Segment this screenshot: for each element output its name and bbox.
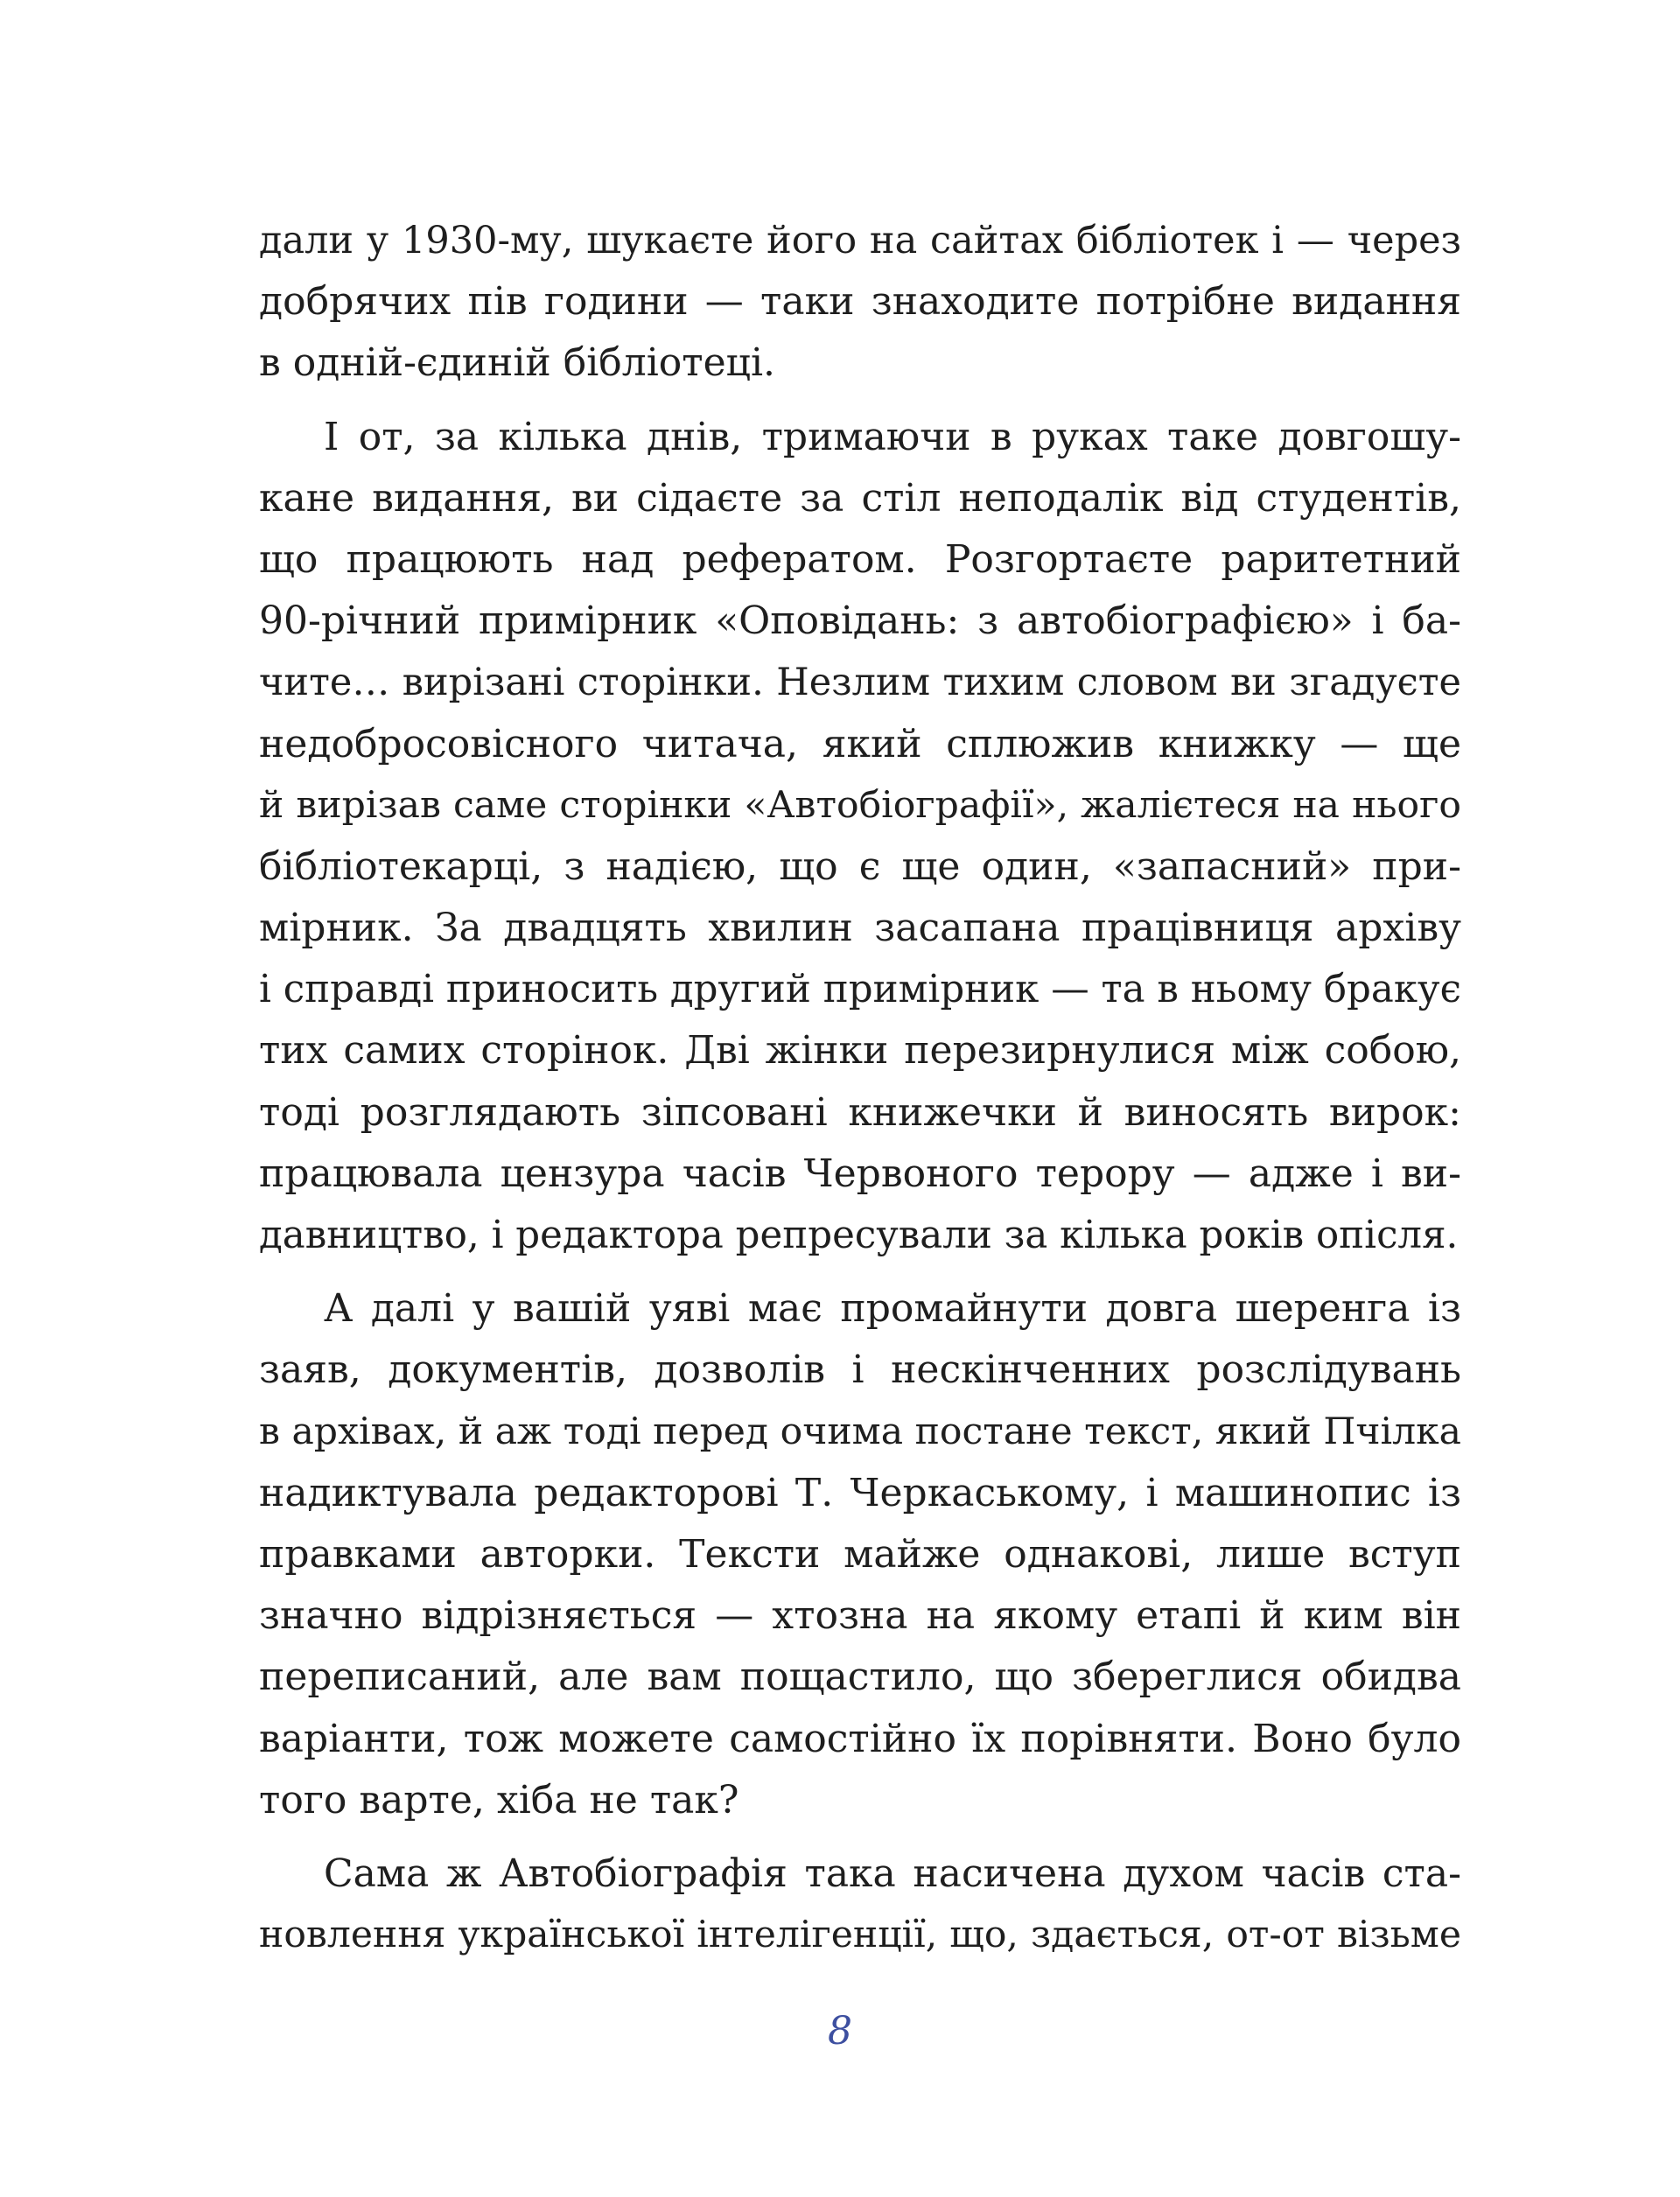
text-line: А далі у вашій уяві має промайнути довга шеренга із <box>324 1286 1461 1332</box>
text-line: варіанти, тож можете самостійно їх порівняти. Воно було <box>259 1716 1461 1761</box>
text-line: переписаний, але вам пощастило, що збереглися обидва <box>259 1655 1461 1700</box>
text-line: чите… вирізані сторінки. Незлим тихим словом ви згадуєте <box>259 661 1461 705</box>
text-line: в архівах, й аж тоді перед очима постане текст, який Пчілка <box>259 1410 1461 1453</box>
text-line: правками авторки. Тексти майже однакові, лише вступ <box>259 1531 1461 1577</box>
text-line: й вирізав саме сторінки «Автобіографії», жалієтеся на нього <box>259 783 1461 827</box>
text-line: 90-річний примірник «Оповідань: з автобіографією» і ба- <box>259 598 1461 644</box>
text-line: дали у 1930-му, шукаєте його на сайтах бібліотек і — через <box>259 219 1461 262</box>
text-line: заяв, документів, дозволів і нескінченних розслідувань <box>259 1347 1461 1393</box>
text-line: новлення української інтелігенції, що, здається, от-от візьме <box>259 1914 1461 1957</box>
text-line: працювала цензура часів Червоного терору — адже і ви- <box>259 1151 1461 1196</box>
paragraph-1 <box>259 210 1461 395</box>
text-line: недобросовісного читача, який сплюжив книжку — ще <box>259 721 1461 766</box>
text-line: того варте, хіба не так? <box>259 1777 739 1823</box>
text-line: надиктувала редакторові Т. Черкаському, і машинопис із <box>259 1470 1461 1515</box>
text-line: давництво, і редактора репресували за кілька років опісля. <box>259 1214 1459 1257</box>
text-line: тоді розглядають зіпсовані книжечки й виносять вирок: <box>259 1089 1461 1135</box>
text-line: що працюють над рефератом. Розгортаєте раритетний <box>259 536 1461 582</box>
text-line: значно відрізняється — хтозна на якому етапі й ким він <box>259 1593 1461 1639</box>
text-line: в одній-єдиній бібліотеці. <box>259 340 776 386</box>
page-number: 8 <box>828 2009 852 2054</box>
body-text <box>259 210 1461 1978</box>
text-line: тих самих сторінок. Дві жінки перезирнулися між собою, <box>259 1028 1461 1074</box>
text-line: кане видання, ви сідаєте за стіл неподалік від студентів, <box>259 475 1461 521</box>
text-line: і справді приносить другий примірник — та в ньому бракує <box>259 968 1461 1012</box>
paragraph-3 <box>259 1278 1461 1831</box>
text-line: мірник. За двадцять хвилин засапана працівниця архіву <box>259 906 1461 951</box>
text-line: добрячих пів години — таки знаходите потрібне видання <box>259 279 1461 325</box>
paragraph-2 <box>259 407 1461 1267</box>
text-line: І от, за кілька днів, тримаючи в руках таке довгошу- <box>324 414 1461 459</box>
text-line: бібліотекарці, з надією, що є ще один, «запасний» при- <box>259 843 1461 889</box>
paragraph-4 <box>259 1844 1461 1966</box>
text-line: Сама ж Автобіографія така насичена духом часів ста- <box>324 1851 1461 1896</box>
